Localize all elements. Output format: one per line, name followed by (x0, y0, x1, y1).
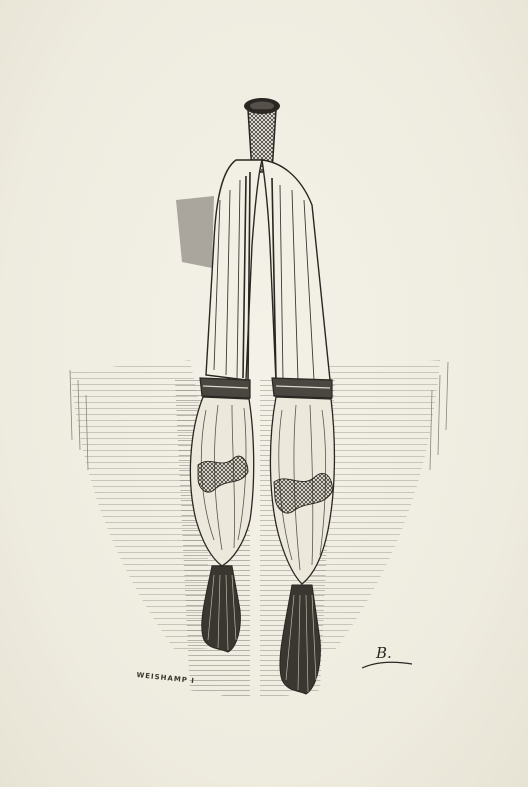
artist-signature: B. (376, 644, 392, 662)
wall-shadow-upper (176, 196, 214, 268)
engraver-credit: WEISHAMP I (136, 671, 196, 686)
